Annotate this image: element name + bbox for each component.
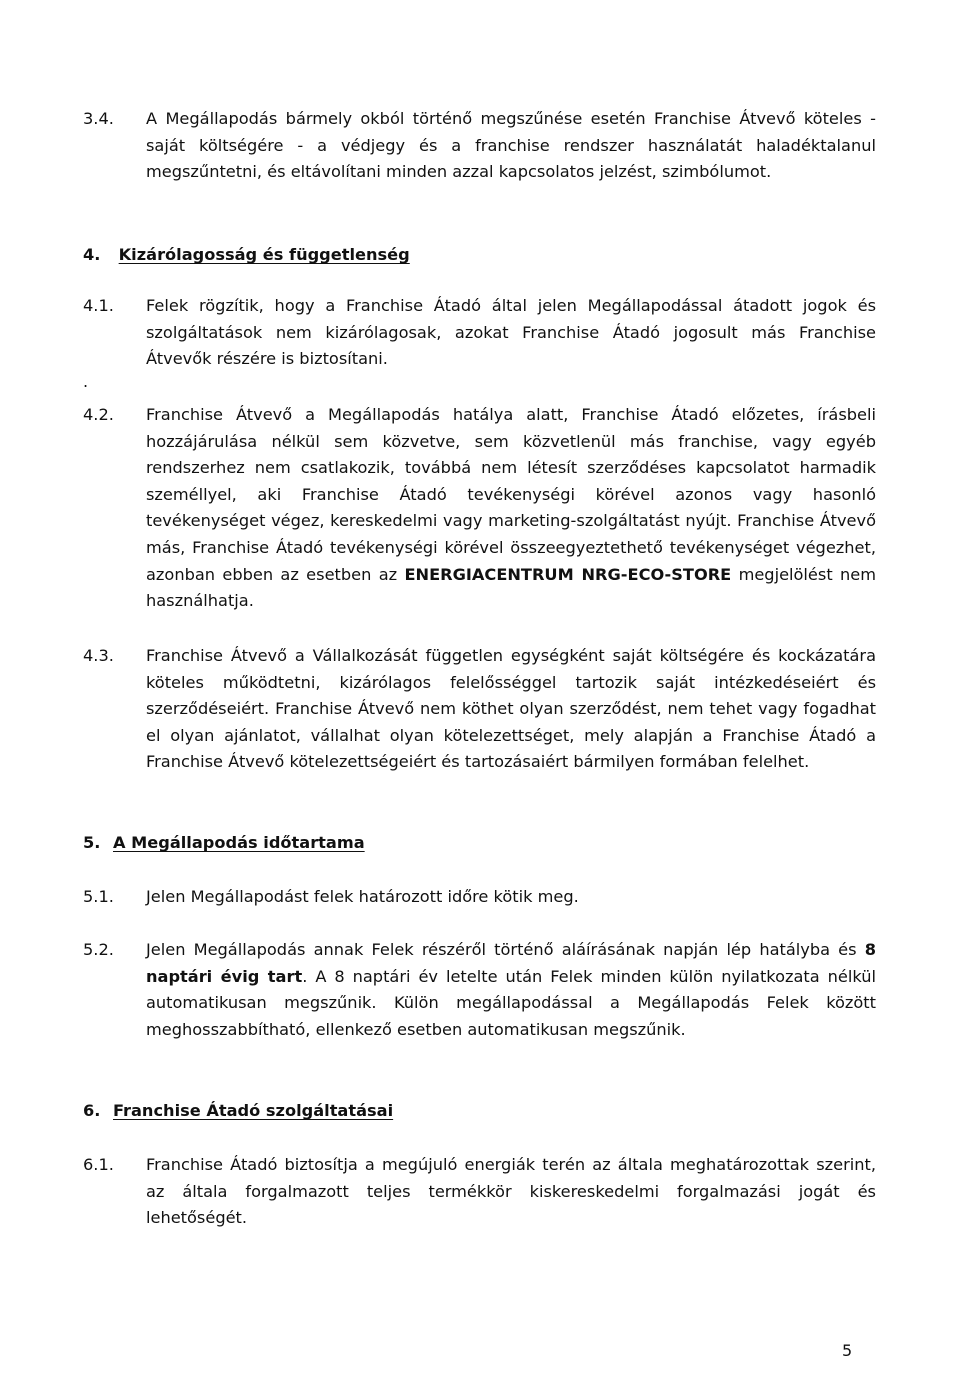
duration-emphasis: 8 naptári évig tart [146, 940, 876, 986]
clause-number: 6.1. [83, 1155, 114, 1174]
clause-text-part: . A 8 naptári év letelte után Felek minden külön nyilatkozata nélkül automatikusan megszűnik. Külön megállapodással a Megállapodás Felek között meghosszabbítható, ellenkező esetben automatikusan megszűnik. [146, 966, 876, 1039]
clause-number: 4.1. [83, 296, 114, 315]
section-title: A Megállapodás időtartama [113, 833, 365, 852]
clause-number: 4.2. [83, 405, 114, 424]
section-number: 5. [83, 833, 101, 852]
section-heading-text [83, 833, 365, 852]
clause-text-part: Franchise Átvevő a Megállapodás hatálya alatt, Franchise Átadó előzetes, írásbeli hozzájárulása nélkül sem közvetve, sem közvetlenül más franchise, vagy egyéb rendszerhez nem csatlakozik, továbbá nem létesít szerződéses kapcsolatot harmadik személlyel, aki Franchise Átadó tevékenységi körével azonos vagy hasonló tevékenységet végez, kereskedelmi vagy marketing-szolgáltatást nyújt. Franchise Átvevő más, Franchise Átadó tevékenységi körével összeegyeztethető tevékenységet végezhet, azonban ebben az esetben az [146, 405, 876, 584]
clause-number: 5.1. [83, 887, 114, 906]
clause-5-2 [83, 937, 876, 1043]
section-title: Franchise Átadó szolgáltatásai [113, 1101, 394, 1120]
clause-text: Franchise Átadó biztosítja a megújuló energiák terén az általa meghatározottak szerint, az általa forgalmazott teljes termékkör kiskereskedelmi forgalmazási jogát és lehetőségét. [146, 1155, 876, 1228]
section-number: 6. [83, 1101, 101, 1120]
clause-6-1 [83, 1152, 876, 1232]
clause-text: A Megállapodás bármely okból történő megszűnése esetén Franchise Átvevő köteles - saját költségére - a védjegy és a franchise rendszer használatát haladéktalanul megszűntetni, és eltávolítani minden azzal kapcsolatos jelzést, szimbólumot. [146, 109, 876, 182]
stray-dot: . [83, 372, 89, 391]
clause-text [146, 402, 876, 615]
clause-text: Felek rögzítik, hogy a Franchise Átadó által jelen Megállapodással átadott jogok és szolgáltatások nem kizárólagosak, azokat Franchise Átadó jogosult más Franchise Átvevők részére is biztosítani. [146, 296, 876, 369]
clause-number: 5.2. [83, 940, 114, 959]
clause-number: 4.3. [83, 646, 114, 665]
clause-4-2 [83, 402, 876, 615]
clause-4-3 [83, 643, 876, 776]
section-heading-text [83, 1101, 393, 1120]
clause-3-4 [83, 106, 876, 186]
clause-number: 3.4. [83, 109, 114, 128]
brand-name: ENERGIACENTRUM NRG-ECO-STORE [404, 564, 732, 584]
clause-5-1 [83, 884, 876, 911]
section-title: Kizárólagosság és függetlenség [118, 245, 410, 264]
section-heading-4 [83, 242, 410, 269]
clause-4-1 [83, 293, 876, 373]
clause-text-part: megjelölést nem használhatja. [146, 564, 876, 611]
section-heading-6 [83, 1098, 393, 1125]
clause-text: Jelen Megállapodást felek határozott időre kötik meg. [146, 887, 579, 906]
clause-text [146, 937, 876, 1043]
page-number: 5 [842, 1341, 853, 1360]
section-number: 4. [83, 245, 101, 264]
clause-text: Franchise Átvevő a Vállalkozását független egységként saját költségére és kockázatára köteles működtetni, kizárólagos felelősséggel tartozik saját intézkedéseiért és szerződéseiért. Franchise Átvevő nem köthet olyan szerződést, nem tehet vagy fogadhat el olyan ajánlatot, vállalhat olyan kötelezettséget, mely alapján a Franchise Átadó a Franchise Átvevő kötelezettségeiért és tartozásaiért bármilyen formában felelhet. [146, 646, 876, 772]
clause-text-part: Jelen Megállapodás annak Felek részéről történő aláírásának napján lép hatályba és [146, 940, 865, 959]
section-heading-5 [83, 830, 365, 857]
